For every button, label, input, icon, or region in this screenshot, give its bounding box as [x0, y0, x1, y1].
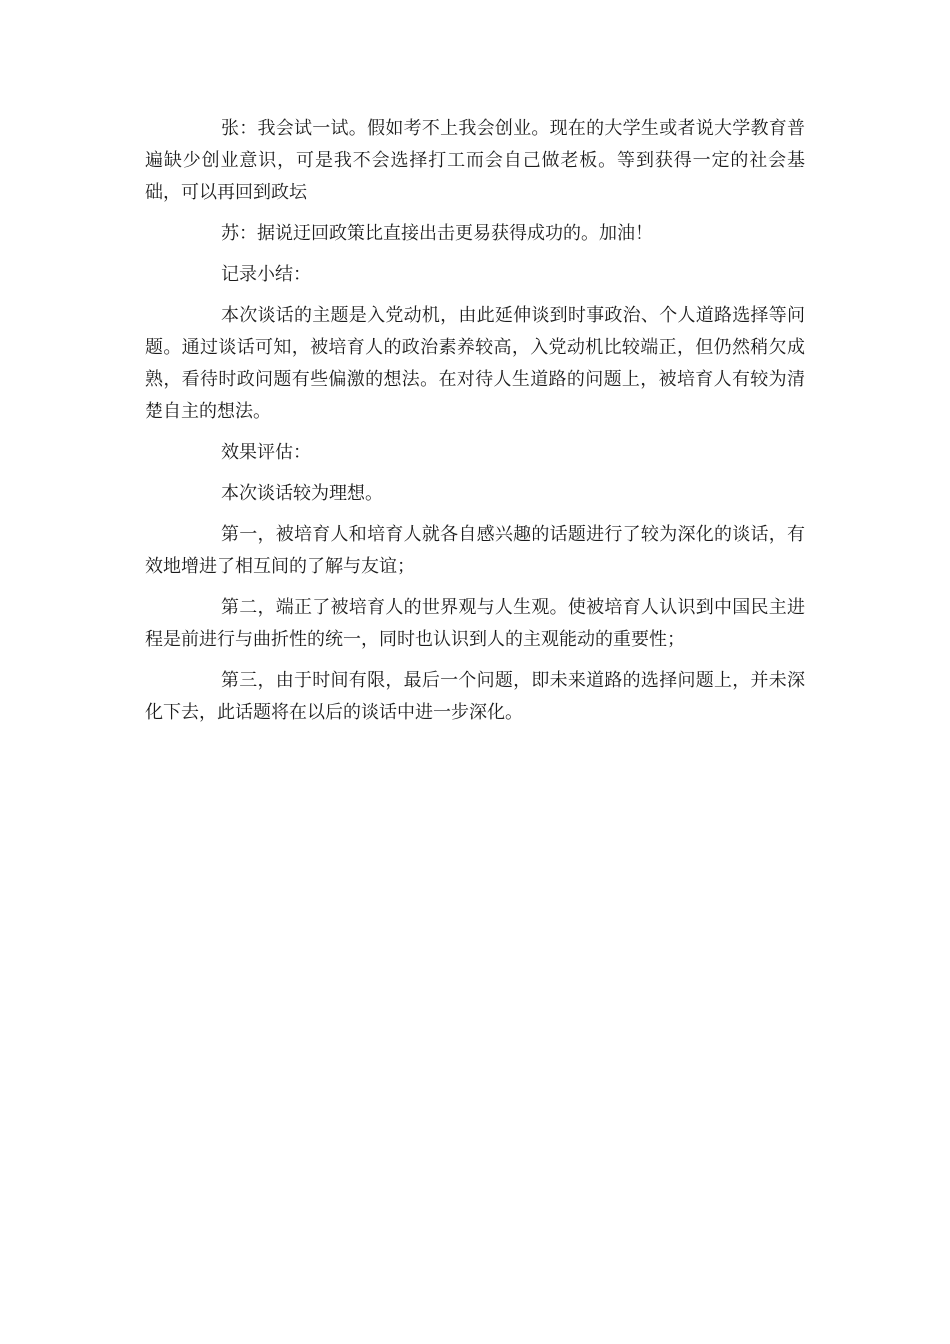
- section-heading-evaluation: 效果评估：: [221, 442, 311, 463]
- paragraph-evaluation-intro: 本次谈话较为理想。: [221, 483, 383, 504]
- paragraph-summary: 本次谈话的主题是入党动机，由此延伸谈到时事政治、个人道路选择等问题。通过谈话可知，被培育人的政治素养较高，入党动机比较端正，但仍然稍欠成熟，看待时政问题有些偏激的想法。在对待人生道路的问题上，被培育人有较为清楚自主的想法。: [145, 305, 805, 422]
- paragraph-point-one: 第一，被培育人和培育人就各自感兴趣的话题进行了较为深化的谈话，有效地增进了相互间的了解与友谊；: [145, 524, 805, 577]
- paragraph-zhang-reply: 张：我会试一试。假如考不上我会创业。现在的大学生或者说大学教育普遍缺少创业意识，可是我不会选择打工而会自己做老板。等到获得一定的社会基础，可以再回到政坛: [145, 118, 805, 203]
- paragraph-point-two: 第二，端正了被培育人的世界观与人生观。使被培育人认识到中国民主进程是前进行与曲折性的统一，同时也认识到人的主观能动的重要性；: [145, 597, 805, 650]
- paragraph-su-reply: 苏：据说迂回政策比直接出击更易获得成功的。加油！: [221, 223, 653, 244]
- paragraph-point-three: 第三，由于时间有限，最后一个问题，即未来道路的选择问题上，并未深化下去，此话题将在以后的谈话中进一步深化。: [145, 670, 805, 723]
- document-body: [145, 113, 805, 738]
- section-heading-summary: 记录小结：: [221, 264, 311, 285]
